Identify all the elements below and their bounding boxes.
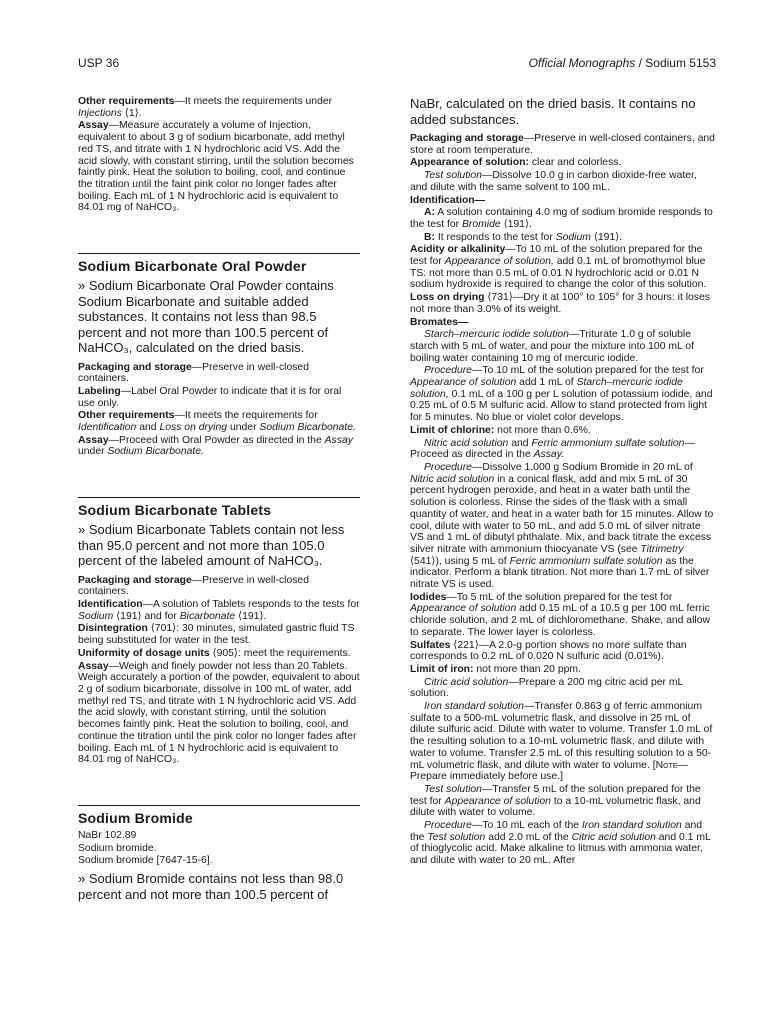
text: —Measure accurately a volume of Injection, equivalent to about 3 g of sodium bicarbonate, add methyl red TS, and titrate with 1 N hydrochloric acid VS. Add the acid slowly, with constant stirring, until the solution becomes faintly pink. Heat the solution to boiling, cool, and continue the titration until the faint pink color no longer fades after boiling. Each mL of 1 N hydrochloric acid is equivalent to 84.01 mg of NaHCO₃.: [78, 120, 354, 214]
text-italic: Iron standard solution: [581, 820, 682, 832]
paragraph: [78, 648, 360, 660]
text: A solution containing 4.0 mg of sodium bromide responds to the test for: [410, 207, 713, 230]
text: add 0.1 mL of bromothymol blue TS: not more than 0.5 mL of 0.01 N hydrochloric acid or 0.01 N sodium hydroxide is required to change the color of this solution.: [410, 256, 707, 291]
text: —Weigh and finely powder not less than 20 Tablets. Weigh accurately a portion of the powder, equivalent to about 2 g of sodium bicarbonate, dissolve in 100 mL of water, add methyl red TS, and titrate with 1 N hydrochloric acid VS. Add the acid slowly, with constant stirring, until the solution becomes faintly pink. Heat the solution to boiling, cool, and continue the titration until the pink color no longer fades after boiling. Each mL of 1 N hydrochloric acid is equivalent to 84.01 mg of NaHCO₃.: [78, 660, 360, 766]
text-italic: Injections: [78, 107, 122, 119]
paragraph: [410, 207, 716, 230]
text: —Transfer 0.863 g of ferric ammonium sulfate to a 500-mL volumetric flask, and dissolve in 25 mL of dilute sulfuric acid. Dilute with water to volume. Transfer 1.0 mL of the resulting solution to a 10-mL volumetric flask, and dilute with water to volume. Transfer 2.5 mL of this resulting solution to a 50-mL volumetric flask, and dilute with water to volume. [: [410, 701, 713, 771]
text-italic: Procedure: [424, 365, 472, 377]
text-italic: Bicarbonate: [179, 610, 236, 622]
para-label: Loss on drying: [410, 292, 485, 304]
text-italic: Ferric ammonium sulfate solution: [531, 437, 685, 449]
paragraph: [410, 701, 716, 783]
text: and the: [410, 820, 703, 843]
text-italic: Test solution: [424, 783, 482, 795]
text: —A solution of Tablets responds to the tests for: [142, 599, 360, 611]
text-italic: Bromide: [461, 218, 501, 230]
running-header-left: USP 36: [78, 56, 120, 70]
text: and 0.1 mL of thioglycolic acid. Make alkaline to litmus with ammonia water, and dilute with water to 20 mL. After: [410, 831, 711, 867]
right-column: [410, 96, 716, 868]
para-label: Identification—: [410, 194, 486, 206]
text-italic: Test solution: [427, 831, 486, 843]
text: —Proceed with Oral Powder as directed in the: [108, 434, 325, 446]
text-italic: Starch–mercuric iodide solution,: [410, 377, 683, 400]
paragraph: [78, 410, 360, 433]
text: —It meets the requirements for: [174, 410, 318, 422]
monograph-lead: » Sodium Bromide contains not less than 98.0 percent and not more than 100.5 percent of: [78, 871, 344, 902]
text-italic: Assay: [324, 434, 353, 446]
paragraph: [78, 386, 360, 409]
paragraph: [78, 362, 360, 385]
text: add 0.15 mL of a 10.5 g per 100 mL ferric chloride solution, and 2 mL of dichloromethane. Shake, and allow to separate. The lower layer is colorless.: [410, 603, 710, 638]
paragraph: [410, 170, 716, 193]
paragraph: [410, 438, 716, 461]
text-italic: Loss on drying: [159, 422, 228, 434]
monograph-title: Sodium Bicarbonate Tablets: [78, 497, 360, 518]
text: under: [227, 422, 260, 434]
para-label: Other requirements: [78, 410, 175, 422]
para-label: Appearance of solution:: [410, 157, 529, 169]
paragraph: [410, 157, 716, 169]
text: ⟨191⟩.: [500, 218, 532, 230]
text: —To 10 mL each of the: [471, 820, 582, 832]
text: —It meets the requirements under: [174, 96, 333, 107]
paragraph: [410, 133, 716, 156]
text-italic: Procedure: [424, 461, 472, 473]
para-label: Assay: [78, 434, 109, 446]
paragraph: [410, 462, 716, 591]
text-italic: Iron standard solution: [424, 701, 524, 713]
header-page: / Sodium 5153: [635, 56, 716, 70]
paragraph: [78, 435, 360, 458]
text: ⟨541⟩), using 5 mL of: [410, 555, 510, 567]
text-italic: Test solution: [424, 170, 482, 182]
paragraph: [410, 365, 716, 424]
text: ⟨701⟩: 30 minutes, simulated gastric fluid TS being substituted for water in the test.: [78, 623, 355, 647]
para-label: Acidity or alkalinity: [410, 244, 506, 256]
monograph-lead: » Sodium Bicarbonate Tablets contain not less than 95.0 percent and not more than 105.0 percent of the labeled amount of NaHCO₃.: [78, 522, 345, 569]
paragraph: [78, 575, 360, 598]
paragraph: [410, 329, 716, 364]
left-column: [78, 96, 360, 908]
para-label: Packaging and storage: [78, 361, 192, 373]
text: —To 10 mL of the solution prepared for the test for: [410, 244, 703, 268]
text: add 2.0 mL of the: [485, 831, 572, 843]
header-italic: Official Monographs: [528, 56, 636, 70]
paragraph: [410, 292, 716, 315]
text-italic: Appearance of solution: [410, 377, 517, 389]
monograph-title: Sodium Bicarbonate Oral Powder: [78, 253, 360, 274]
text-italic: Sodium Bicarbonate.: [259, 422, 356, 434]
text: ⟨221⟩—A 2.0-g portion shows no more sulfate than corresponds to 0.2 mL of 0.020 N sulfuric acid (0.01%).: [410, 639, 687, 663]
text: —Dissolve 10.0 g in carbon dioxide-free water, and dilute with the same solvent to 100 mL.: [410, 170, 697, 193]
paragraph: [410, 784, 716, 819]
chemical-name: Sodium bromide [7647-15-6].: [78, 855, 213, 867]
paragraph: [78, 96, 360, 119]
text: clear and colorless.: [528, 157, 622, 169]
text: not more than 0.6%.: [494, 424, 591, 436]
paragraph: [410, 195, 716, 207]
text: ⟨191⟩.: [235, 610, 267, 622]
para-label: Iodides: [410, 591, 447, 603]
text-italic: Citric acid solution: [571, 831, 656, 843]
paragraph: [78, 661, 360, 766]
text: in a conical flask, add and mix 5 mL of 30 percent hydrogen peroxide, and heat in a water bath until the solution is colorless. Rinse the sides of the flask with a small quantity of water, and heat in a water bath for 15 minutes. Allow to cool, dilute with water to 50 mL, and add 5.0 mL of silver nitrate VS and 1 mL of dibutyl phthalate. Mix, and back titrate the excess silver nitrate with ammonium thiocyanate VS (see: [410, 473, 714, 555]
text: as the indicator. Perform a blank titration. Not more than 1.7 mL of silver nitrate VS is used.: [410, 555, 710, 591]
monograph-title: Sodium Bromide: [78, 805, 360, 826]
text: and: [136, 422, 160, 434]
monograph-lead-continued: NaBr, calculated on the dried basis. It contains no added substances.: [410, 96, 696, 127]
text: ⟨1⟩.: [121, 107, 142, 119]
paragraph: [410, 232, 716, 244]
text-italic: Assay.: [533, 449, 565, 461]
text-italic: Nitric acid solution: [410, 473, 495, 485]
text: —Transfer 5 mL of the solution prepared for the test for: [410, 783, 701, 807]
text: —Label Oral Powder to indicate that it is for oral use only.: [78, 385, 342, 409]
para-label: Uniformity of dosage units: [78, 647, 210, 659]
running-header-right: [529, 56, 716, 70]
text: —To 5 mL of the solution prepared for the test for: [446, 591, 673, 603]
text: It responds to the test for: [434, 231, 556, 243]
para-label: Other requirements: [78, 96, 175, 107]
paragraph: [410, 592, 716, 639]
text: under: [78, 446, 108, 458]
text-italic: Sodium Bicarbonate.: [107, 446, 204, 458]
paragraph: [410, 317, 716, 329]
text-italic: Identification: [78, 422, 137, 434]
text: 0.1 mL of a 100 g per L solution of potassium iodide, and 0.25 mL of 0.5 M sulfuric acid. Allow to stand protected from light for 5 minutes. No blue or violet color develops.: [410, 388, 713, 424]
text: —Preserve in well-closed containers.: [78, 361, 309, 385]
text-italic: Appearance of solution,: [444, 256, 554, 268]
text-smallcaps: Note: [655, 759, 678, 771]
paragraph: [410, 640, 716, 663]
text: —Preserve in well-closed containers.: [78, 574, 309, 598]
paragraph: [410, 664, 716, 676]
para-label: A:: [424, 207, 435, 219]
text-italic: Ferric ammonium sulfate solution: [509, 555, 663, 567]
text: ⟨191⟩ and for: [113, 610, 180, 622]
para-label: Assay: [78, 660, 109, 672]
text: ⟨731⟩—Dry it at 100° to 105° for 3 hours: it loses not more than 3.0% of its weight.: [410, 292, 710, 315]
para-label: Assay: [78, 120, 109, 132]
text-italic: Appearance of solution: [444, 795, 551, 807]
text: —Triturate 1.0 g of soluble starch with 5 mL of water, and pour the mixture into 100 mL of boiling water containing 10 mg of mercuric iodide.: [410, 329, 694, 364]
paragraph: [410, 244, 716, 291]
para-label: Limit of iron:: [410, 663, 474, 675]
text: ⟨191⟩.: [590, 231, 623, 243]
text: and: [508, 437, 532, 449]
para-label: Labeling: [78, 385, 121, 397]
paragraph: [78, 599, 360, 622]
chemical-name: Sodium bromide.: [78, 842, 157, 854]
text: —Proceed as directed in the: [410, 437, 695, 461]
text-italic: Sodium: [555, 231, 591, 243]
text: add 1 mL of: [516, 377, 577, 389]
para-label: Packaging and storage: [78, 574, 192, 586]
para-label: Bromates—: [410, 316, 469, 328]
text-italic: Titrimetry: [640, 543, 684, 555]
text: —Dissolve 1.000 g Sodium Bromide in 20 mL of: [471, 461, 693, 473]
paragraph: [410, 820, 716, 867]
text: to a 10-mL volumetric flask, and dilute with water to volume.: [410, 795, 701, 819]
text-italic: Nitric acid solution: [424, 437, 509, 449]
text: —Prepare immediately before use.]: [410, 759, 688, 783]
text-italic: Procedure: [424, 820, 472, 832]
paragraph: [78, 120, 360, 214]
para-label: B:: [424, 231, 435, 243]
formula-line: NaBr 102.89: [78, 829, 137, 841]
text: —Preserve in well-closed containers, and store at room temperature.: [410, 133, 715, 156]
text-italic: Starch–mercuric iodide solution: [424, 329, 569, 341]
text-italic: Appearance of solution: [410, 603, 517, 615]
text-italic: Citric acid solution: [424, 676, 509, 688]
paragraph: [410, 425, 716, 437]
text: ⟨905⟩: meet the requirements.: [209, 647, 351, 659]
para-label: Sulfates: [410, 639, 451, 651]
text: not more than 20 ppm.: [473, 663, 581, 675]
text: —To 10 mL of the solution prepared for the test for: [471, 365, 704, 377]
monograph-lead: » Sodium Bicarbonate Oral Powder contains Sodium Bicarbonate and suitable added substances. It contains not less than 98.5 percent and not more than 100.5 percent of NaHCO₃, calculated on the dried basis.: [78, 278, 334, 356]
text-italic: Sodium: [78, 610, 114, 622]
para-label: Disintegration: [78, 623, 148, 635]
text: —Prepare a 200 mg citric acid per mL solution.: [410, 676, 683, 700]
paragraph: [410, 677, 716, 700]
para-label: Packaging and storage: [410, 133, 524, 144]
para-label: Limit of chlorine:: [410, 424, 495, 436]
para-label: Identification: [78, 599, 143, 611]
paragraph: [78, 623, 360, 646]
